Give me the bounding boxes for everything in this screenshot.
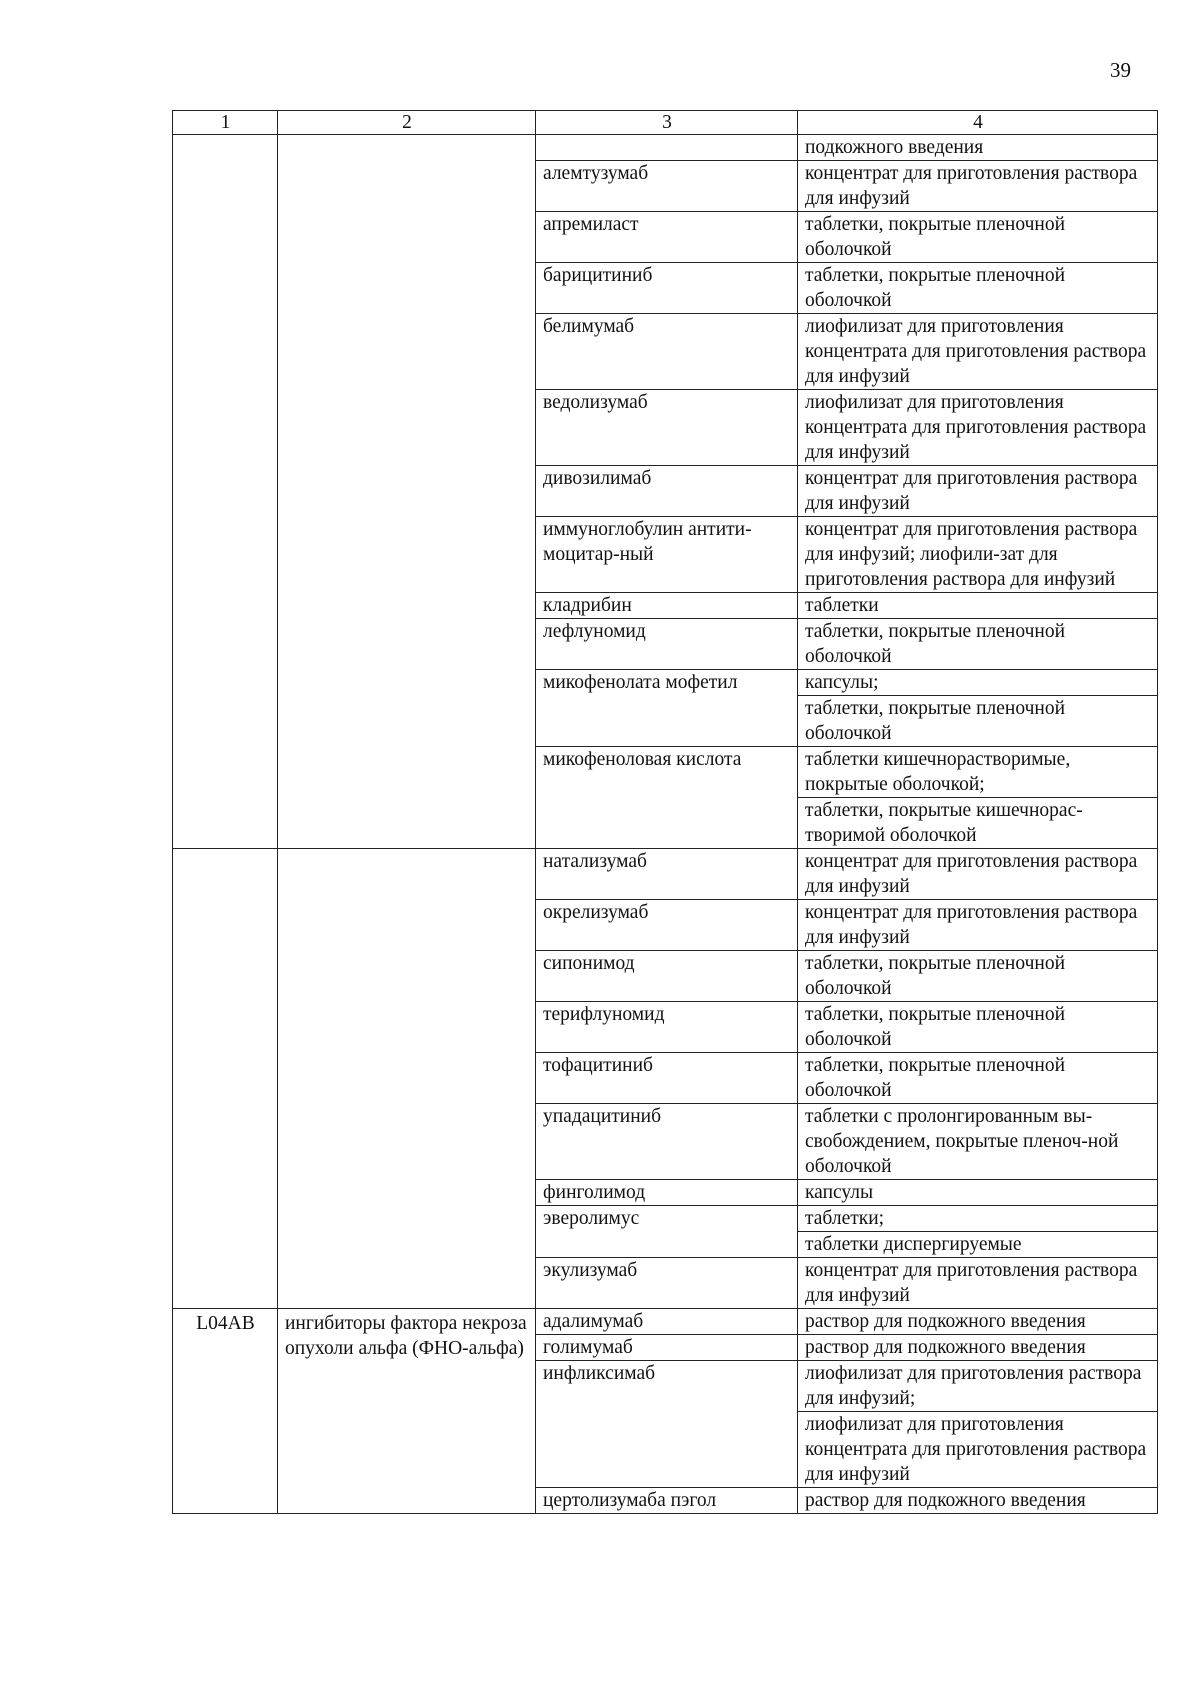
drug-name-cell: микофеноловая кислота	[536, 747, 798, 849]
drug-name-cell: ведолизумаб	[536, 390, 798, 466]
drug-name-cell: белимумаб	[536, 314, 798, 390]
dosage-form-cell: лиофилизат для приготовления раствора для инфузий;	[798, 1361, 1158, 1412]
dosage-form-cell: раствор для подкожного введения	[798, 1309, 1158, 1335]
drug-name-cell: тофацитиниб	[536, 1053, 798, 1104]
drug-name-cell: адалимумаб	[536, 1309, 798, 1335]
drug-name-cell: финголимод	[536, 1180, 798, 1206]
code-cell	[173, 135, 278, 849]
drug-name-cell: терифлуномид	[536, 1002, 798, 1053]
drug-name-cell: барицитиниб	[536, 263, 798, 314]
drug-name-cell: инфликсимаб	[536, 1361, 798, 1488]
table-row	[173, 849, 1158, 900]
dosage-form-cell: концентрат для приготовления раствора для инфузий	[798, 900, 1158, 951]
dosage-form-cell: таблетки;	[798, 1206, 1158, 1232]
dosage-form-cell: капсулы;	[798, 670, 1158, 696]
dosage-form-cell: раствор для подкожного введения	[798, 1335, 1158, 1361]
drug-name-cell	[536, 135, 798, 161]
dosage-form-cell: таблетки, покрытые пленочной оболочкой	[798, 263, 1158, 314]
group-cell	[278, 135, 536, 849]
header-cell: 2	[278, 111, 536, 135]
dosage-form-cell: концентрат для приготовления раствора для инфузий; лиофили-зат для приготовления раствора для инфузий	[798, 517, 1158, 593]
dosage-form-cell: таблетки, покрытые пленочной оболочкой	[798, 619, 1158, 670]
drug-name-cell: кладрибин	[536, 593, 798, 619]
drug-name-cell: эверолимус	[536, 1206, 798, 1258]
dosage-form-cell: таблетки с пролонгированным вы-свобождением, покрытые пленоч-ной оболочкой	[798, 1104, 1158, 1180]
header-cell: 4	[798, 111, 1158, 135]
dosage-form-cell: таблетки, покрытые пленочной оболочкой	[798, 696, 1158, 747]
dosage-form-cell: концентрат для приготовления раствора для инфузий	[798, 466, 1158, 517]
dosage-form-cell: концентрат для приготовления раствора для инфузий	[798, 1258, 1158, 1309]
dosage-form-cell: таблетки, покрытые кишечнорас-творимой оболочкой	[798, 798, 1158, 849]
dosage-form-cell: таблетки, покрытые пленочной оболочкой	[798, 1053, 1158, 1104]
dosage-form-cell: концентрат для приготовления раствора для инфузий	[798, 161, 1158, 212]
dosage-form-cell: лиофилизат для приготовления концентрата для приготовления раствора для инфузий	[798, 314, 1158, 390]
code-cell: L04AB	[173, 1309, 278, 1514]
table-row	[173, 1309, 1158, 1335]
group-cell	[278, 849, 536, 1309]
dosage-form-cell: лиофилизат для приготовления концентрата для приготовления раствора для инфузий	[798, 1412, 1158, 1488]
drug-name-cell: сипонимод	[536, 951, 798, 1002]
drug-name-cell: апремиласт	[536, 212, 798, 263]
drug-name-cell: лефлуномид	[536, 619, 798, 670]
drug-name-cell: упадацитиниб	[536, 1104, 798, 1180]
group-cell: ингибиторы фактора некроза опухоли альфа (ФНО-альфа)	[278, 1309, 536, 1514]
drug-name-cell: дивозилимаб	[536, 466, 798, 517]
code-cell	[173, 849, 278, 1309]
dosage-form-cell: таблетки	[798, 593, 1158, 619]
drug-name-cell: голимумаб	[536, 1335, 798, 1361]
dosage-form-cell: раствор для подкожного введения	[798, 1488, 1158, 1514]
dosage-form-cell: подкожного введения	[798, 135, 1158, 161]
drug-name-cell: цертолизумаба пэгол	[536, 1488, 798, 1514]
page-number: 39	[1110, 58, 1131, 82]
drug-name-cell: экулизумаб	[536, 1258, 798, 1309]
drug-name-cell: алемтузумаб	[536, 161, 798, 212]
dosage-form-cell: лиофилизат для приготовления концентрата для приготовления раствора для инфузий	[798, 390, 1158, 466]
dosage-form-cell: таблетки кишечнорастворимые, покрытые оболочкой;	[798, 747, 1158, 798]
table-row	[173, 135, 1158, 161]
drug-name-cell: натализумаб	[536, 849, 798, 900]
dosage-form-cell: концентрат для приготовления раствора для инфузий	[798, 849, 1158, 900]
header-cell: 1	[173, 111, 278, 135]
header-cell: 3	[536, 111, 798, 135]
drug-name-cell: микофенолата мофетил	[536, 670, 798, 747]
dosage-form-cell: таблетки, покрытые пленочной оболочкой	[798, 212, 1158, 263]
drug-name-cell: иммуноглобулин антити-моцитар-ный	[536, 517, 798, 593]
dosage-form-cell: таблетки, покрытые пленочной оболочкой	[798, 1002, 1158, 1053]
drug-table	[172, 110, 1158, 1514]
dosage-form-cell: таблетки, покрытые пленочной оболочкой	[798, 951, 1158, 1002]
dosage-form-cell: капсулы	[798, 1180, 1158, 1206]
table-header-row	[173, 111, 1158, 135]
drug-name-cell: окрелизумаб	[536, 900, 798, 951]
dosage-form-cell: таблетки диспергируемые	[798, 1232, 1158, 1258]
